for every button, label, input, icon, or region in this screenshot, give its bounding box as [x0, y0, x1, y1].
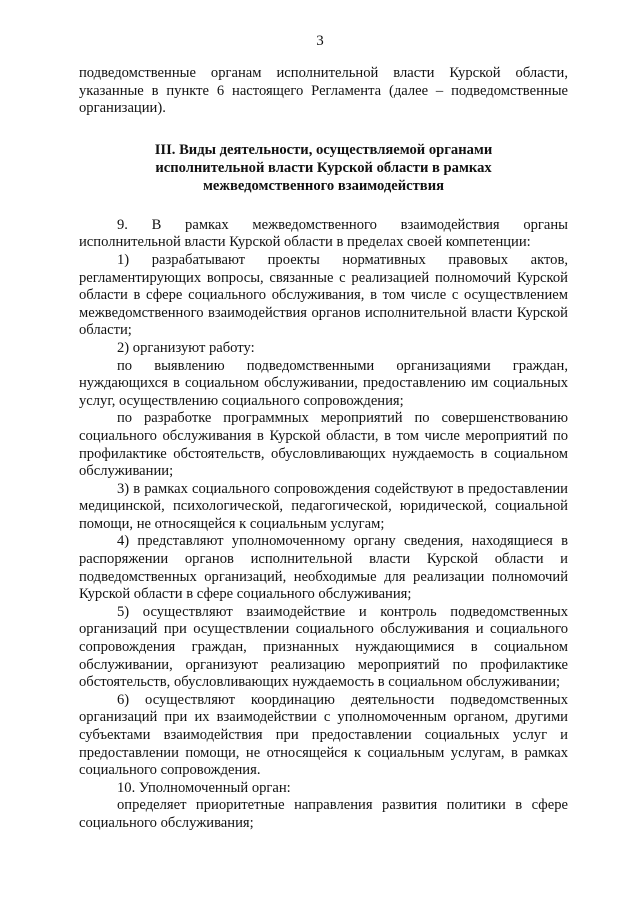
- paragraph-9-item-3: 3) в рамках социального сопровождения содействуют в предоставлении медицинской, психологической, педагогической, юридической, социальной помощи, не относящейся к социальным услугам;: [79, 480, 568, 532]
- document-body: [79, 65, 568, 833]
- paragraph-9-item-2-sub-1: по выявлению подведомственными организациями граждан, нуждающихся в социальном обслуживании, предоставлению им социальных услуг, осуществлению социального сопровождения;: [79, 357, 568, 409]
- intro-paragraph: подведомственные органам исполнительной власти Курской области, указанные в пункте 6 настоящего Регламента (далее – подведомственные организации).: [79, 65, 568, 117]
- paragraph-9-item-2: 2) организуют работу:: [117, 339, 255, 356]
- section-heading: III. Виды деятельности, осуществляемой органами исполнительной власти Курской области в рамках межведомственного взаимодействия: [154, 141, 493, 194]
- paragraph-9-item-5: 5) осуществляют взаимодействие и контроль подведомственных организаций при осуществлении социального обслуживания и социального сопровождения граждан, признанных нуждающимися в социальном обслуживании, организуют реализацию мероприятий по профилактике обстоятельств, обусловливающих нуждаемость в социальном обслуживании;: [79, 603, 568, 691]
- paragraph-9-item-1: 1) разрабатывают проекты нормативных правовых актов, регламентирующих вопросы, связанные с реализацией полномочий Курской области в сфере социального обслуживания, в том числе с осуществлением межведомственного взаимодействия органов исполнительной власти Курской области;: [79, 251, 568, 339]
- paragraph-9-item-6: 6) осуществляют координацию деятельности подведомственных организаций при их взаимодействии с уполномоченным органом, другими субъектами взаимодействия при предоставлении социальных услуг и предоставлении помощи, не относящейся к социальным услугам, в рамках социального сопровождения.: [79, 691, 568, 779]
- paragraph-10: 10. Уполномоченный орган:: [117, 779, 291, 796]
- paragraph-9-item-4: 4) представляют уполномоченному органу сведения, находящиеся в распоряжении органов исполнительной власти Курской области и подведомственных организаций, необходимые для реализации полномочий Курской области в сфере социального обслуживания;: [79, 533, 568, 603]
- paragraph-9: 9. В рамках межведомственного взаимодействия органы исполнительной власти Курской области в пределах своей компетенции:: [79, 216, 568, 251]
- paragraph-10-item-1: определяет приоритетные направления развития политики в сфере социального обслуживания;: [79, 797, 568, 831]
- page-number: 3: [316, 33, 324, 49]
- paragraph-9-item-2-sub-2: по разработке программных мероприятий по совершенствованию социального обслуживания в Курской области, в том числе мероприятий по профилактике обстоятельств, обусловливающих нуждаемость в социальном обслуживании;: [79, 410, 568, 480]
